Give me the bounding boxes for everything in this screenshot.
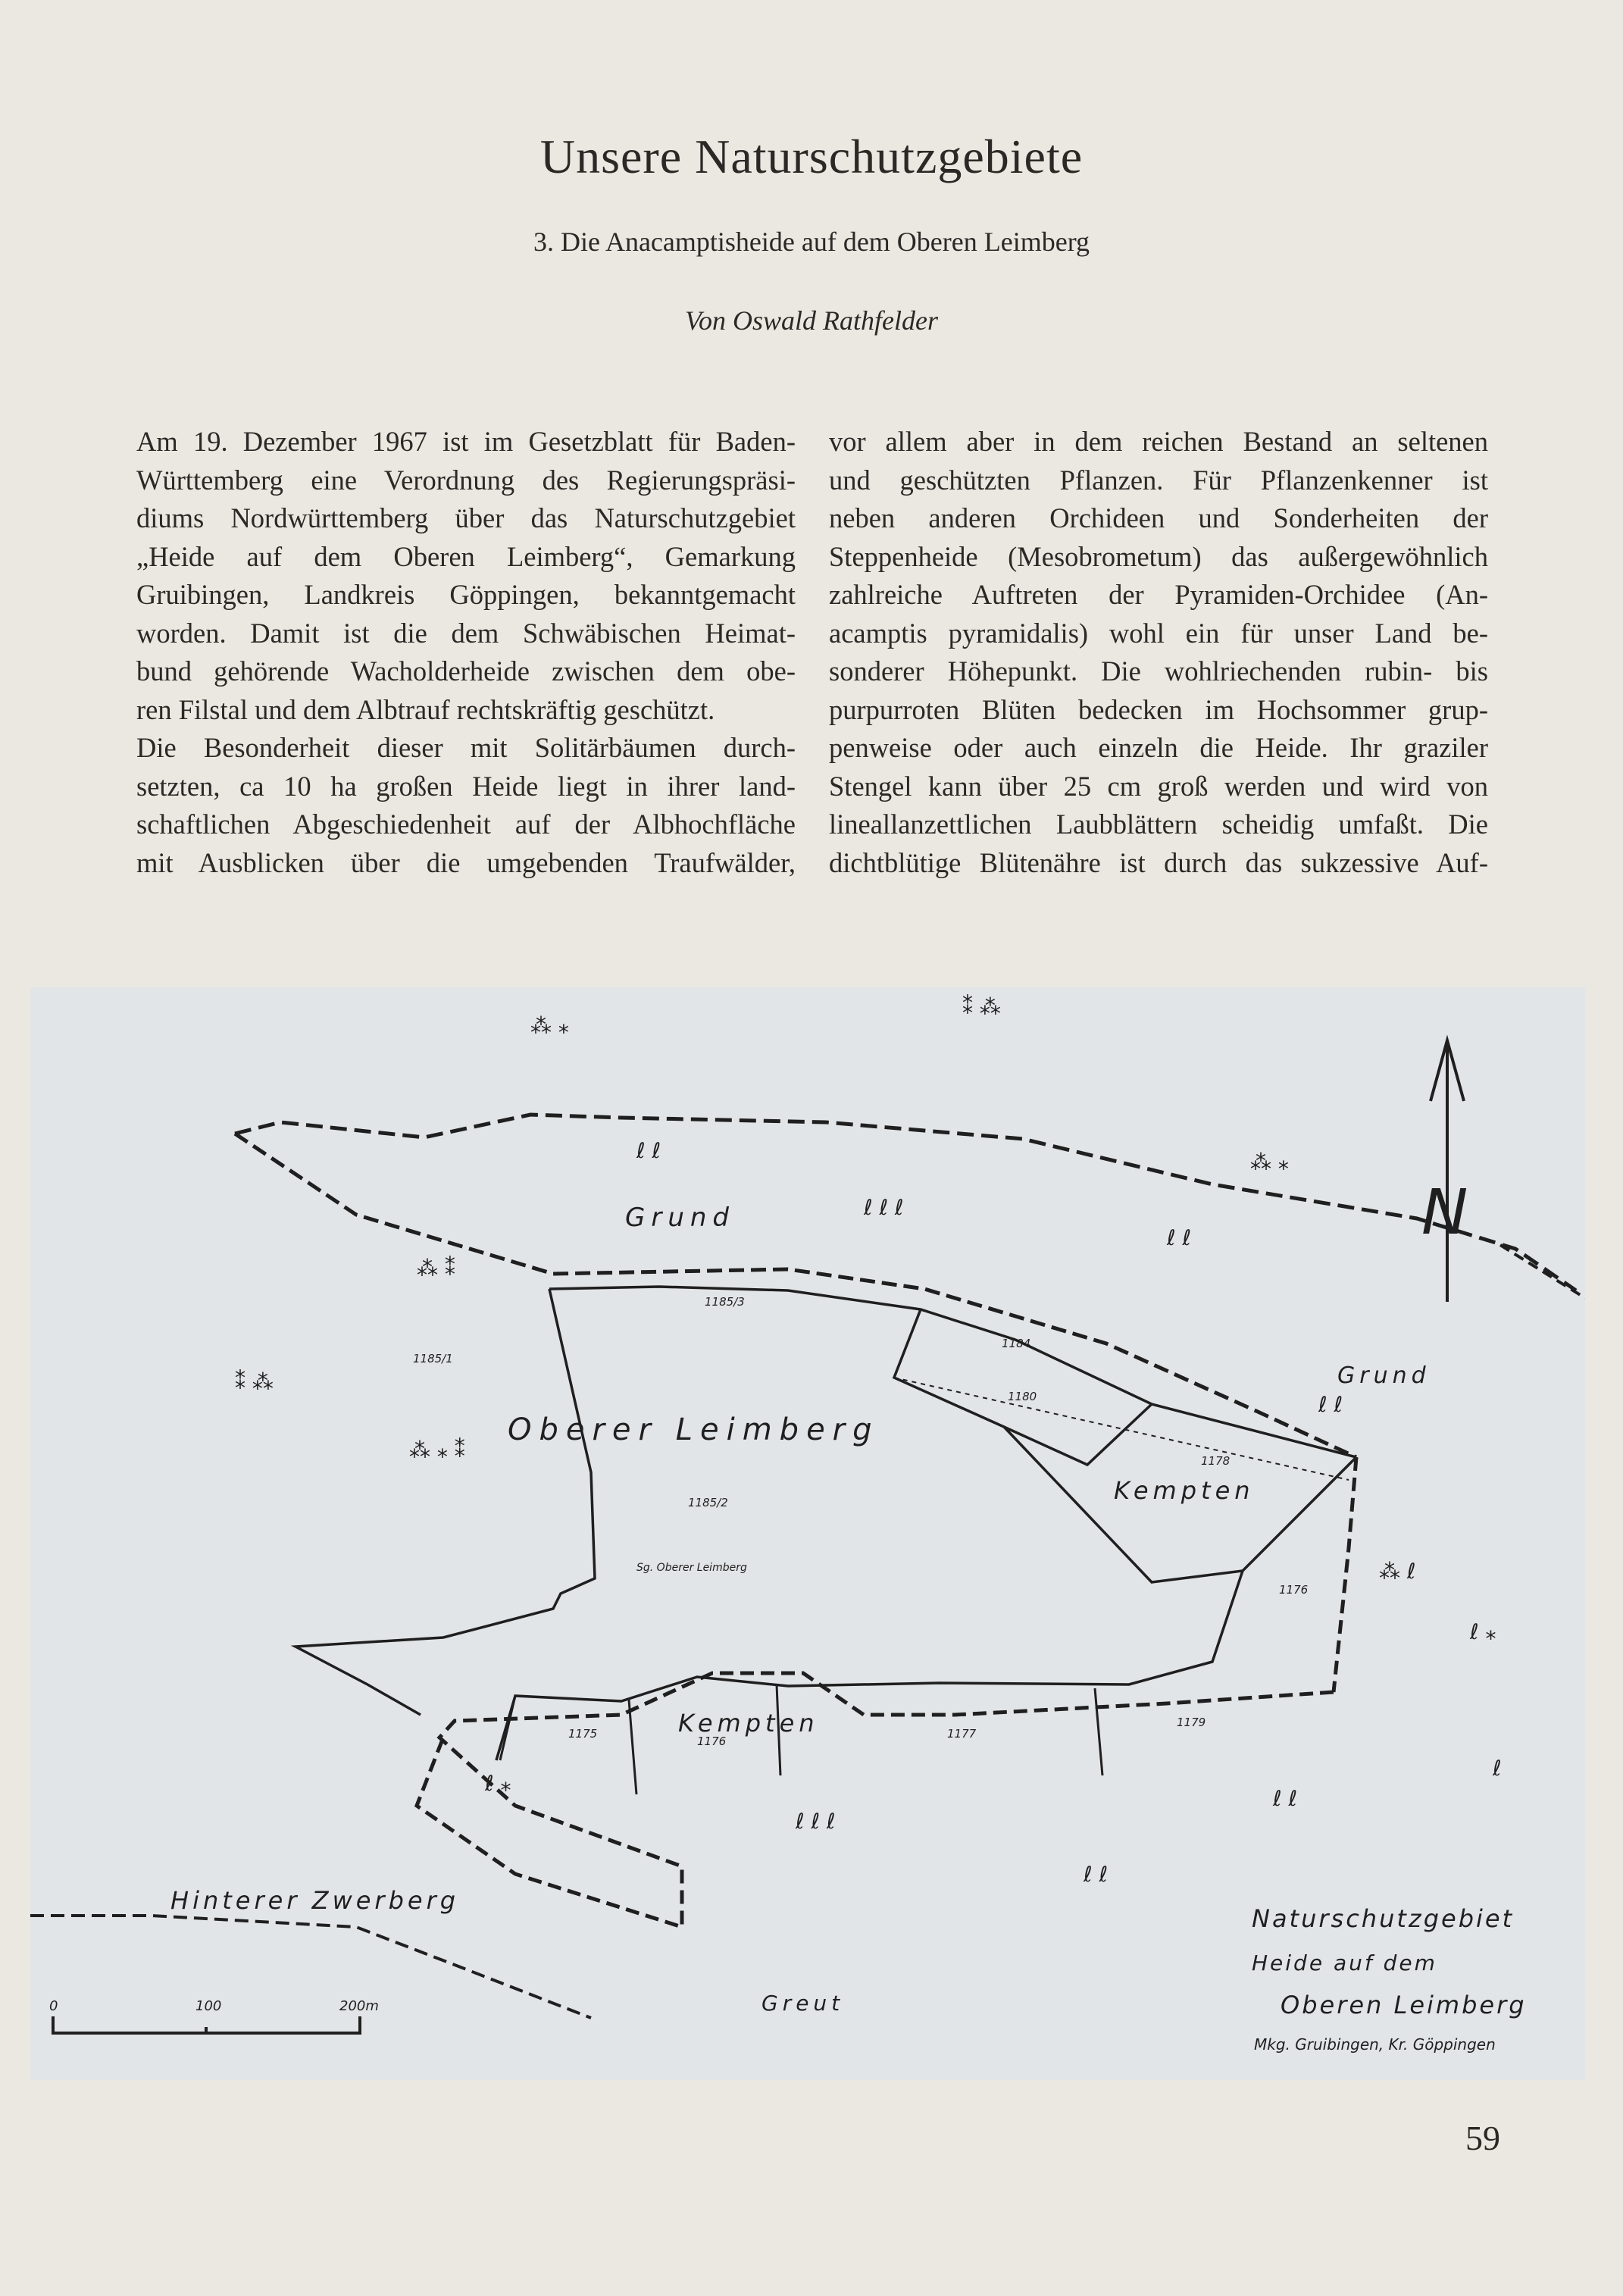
article-subtitle: 3. Die Anacamptisheide auf dem Oberen Leimberg xyxy=(533,227,1090,257)
text-line: und geschützten Pflanzen. Für Pflanzenkenner ist xyxy=(829,464,1488,496)
text-line: Steppenheide (Mesobrometum) das außergewöhnlich xyxy=(829,540,1488,572)
map-drawing xyxy=(30,987,1585,2080)
text-line: setzten, ca 10 ha großen Heide liegt in ihrer land- xyxy=(136,770,796,802)
map-legend xyxy=(1252,1904,1527,2054)
text-line: diums Nordwürttemberg über das Naturschutzgebiet xyxy=(136,502,796,533)
tree-icon: ⁂ ⁎ xyxy=(530,1013,569,1038)
tree-icon: ℓ ℓ xyxy=(1318,1392,1343,1417)
text-line: schaftlichen Abgeschiedenheit auf der Albhochfläche xyxy=(136,809,796,840)
parcel-number: 1175 xyxy=(568,1727,598,1741)
tree-icon: ℓ ℓ xyxy=(636,1138,661,1163)
label-grund-right: Grund xyxy=(1337,1362,1431,1389)
parcel-number: 1185/1 xyxy=(413,1352,453,1365)
label-oberer-leimberg: Oberer Leimberg xyxy=(508,1412,880,1447)
label-kempten-bottom: Kempten xyxy=(678,1709,819,1738)
tree-icon: ⁂ ⁎ xyxy=(1250,1150,1289,1175)
text-line: acamptis pyramidalis) wohl ein für unser Land be- xyxy=(829,617,1488,649)
text-line: zahlreiche Auftreten der Pyramiden-Orchidee (An- xyxy=(829,579,1488,610)
east-boundary xyxy=(1334,1457,1356,1692)
text-line: mit Ausblicken über die umgebenden Traufwälder, xyxy=(136,846,796,878)
tree-icon: ℓ ⁎ xyxy=(1470,1619,1496,1644)
label-hinterer-zwerberg: Hinterer Zwerberg xyxy=(170,1886,460,1915)
place-labels xyxy=(170,1203,1431,2016)
text-line: sonderer Höhepunkt. Die wohlriechenden rubin- bis xyxy=(829,655,1488,687)
west-road xyxy=(30,1916,591,2018)
parcel-number: 1177 xyxy=(947,1727,977,1741)
text-line: lineallanzettlichen Laubblättern scheidig umfaßt. Die xyxy=(829,809,1488,840)
parcel-numbers xyxy=(413,1295,1308,1748)
text-line: „Heide auf dem Oberen Leimberg“, Gemarkung xyxy=(136,540,796,572)
scale-tick-100: 100 xyxy=(195,1998,222,2014)
label-kempten-right: Kempten xyxy=(1114,1476,1255,1505)
text-line: Gruibingen, Landkreis Göppingen, bekanntgemacht xyxy=(136,579,796,610)
reserve-boundary xyxy=(30,1115,1585,2018)
text-line: purpurroten Blüten bedecken im Hochsommer grup- xyxy=(829,693,1488,725)
north-arrow xyxy=(1421,1040,1468,1302)
tree-icon: ⁂ ⁎ ⁑ xyxy=(409,1437,465,1462)
text-line: Die Besonderheit dieser mit Solitärbäumen durch- xyxy=(136,732,796,763)
label-survey-point: Sg. Oberer Leimberg xyxy=(636,1562,747,1574)
east-road xyxy=(1500,1245,1585,1298)
text-column-right xyxy=(829,423,1488,882)
tree-icon: ℓ ℓ ℓ xyxy=(796,1809,836,1834)
author-byline: Von Oswald Rathfelder xyxy=(685,305,938,336)
text-line: Württemberg eine Verordnung des Regierungspräsi- xyxy=(136,464,796,496)
tree-icon: ℓ ℓ xyxy=(1273,1786,1298,1811)
text-line: penweise oder auch einzeln die Heide. Ihr graziler xyxy=(829,732,1488,763)
scale-tick-0: 0 xyxy=(49,1998,58,2014)
text-line: Am 19. Dezember 1967 ist im Gesetzblatt für Baden- xyxy=(136,426,796,457)
inner-dashed-boundary xyxy=(235,1134,1356,1457)
label-greut: Greut xyxy=(761,1991,845,2016)
page-title: Unsere Naturschutzgebiete xyxy=(539,130,1084,183)
parcel-number: 1176 xyxy=(1279,1583,1309,1597)
legend-line-3: Oberen Leimberg xyxy=(1281,1991,1527,2019)
label-grund-top: Grund xyxy=(625,1203,736,1233)
tree-icon: ⁑ ⁂ xyxy=(235,1369,274,1394)
tree-icon: ⁑ ⁂ xyxy=(962,994,1001,1019)
parcel-number: 1176 xyxy=(697,1735,727,1748)
south-boundary xyxy=(417,1673,1334,1927)
parcel-line-south xyxy=(496,1571,1243,1760)
text-line: Stengel kann über 25 cm groß werden und wird von xyxy=(829,770,1488,802)
parcel-number: 1184 xyxy=(1002,1337,1031,1350)
scale-tick-200: 200m xyxy=(339,1998,379,2014)
parcel-number: 1179 xyxy=(1177,1716,1206,1729)
tree-icon: ℓ xyxy=(1493,1756,1502,1781)
scale-bar xyxy=(49,1998,379,2033)
north-arrow-icon xyxy=(1431,1040,1464,1302)
text-column-left xyxy=(136,423,796,882)
legend-line-4: Mkg. Gruibingen, Kr. Göppingen xyxy=(1254,2035,1496,2054)
north-label: N xyxy=(1421,1177,1468,1249)
legend-line-2: Heide auf dem xyxy=(1252,1950,1437,1975)
scale-bar-line xyxy=(53,2016,360,2033)
tree-icon: ℓ ℓ xyxy=(1167,1225,1192,1250)
track xyxy=(894,1378,1349,1480)
text-line: bund gehörende Wacholderheide zwischen dem obe- xyxy=(136,655,796,687)
text-line: vor allem aber in dem reichen Bestand an seltenen xyxy=(829,426,1488,457)
parcel-number: 1185/2 xyxy=(688,1496,728,1509)
tree-icon: ℓ ⁎ xyxy=(485,1771,511,1796)
tree-icon: ℓ ℓ ℓ xyxy=(864,1195,904,1220)
text-line: neben anderen Orchideen und Sonderheiten der xyxy=(829,502,1488,533)
text-line: ren Filstal und dem Albtrauf rechtskräftig geschützt. xyxy=(136,693,715,725)
parcel-number: 1180 xyxy=(1008,1390,1037,1403)
text-line: worden. Damit ist die dem Schwäbischen Heimat- xyxy=(136,617,796,649)
page-number: 59 xyxy=(1465,2119,1500,2157)
parcel-number: 1178 xyxy=(1201,1454,1231,1468)
tree-icon: ⁂ ⁑ xyxy=(417,1256,455,1281)
text-line: dichtblütige Blütenähre ist durch das sukzessive Auf- xyxy=(829,846,1488,878)
tree-icon: ℓ ℓ xyxy=(1084,1862,1109,1887)
nature-reserve-map xyxy=(30,987,1585,2080)
parcel-number: 1185/3 xyxy=(705,1295,745,1309)
tree-icon: ⁂ ℓ xyxy=(1379,1559,1416,1584)
legend-line-1: Naturschutzgebiet xyxy=(1252,1904,1515,1933)
